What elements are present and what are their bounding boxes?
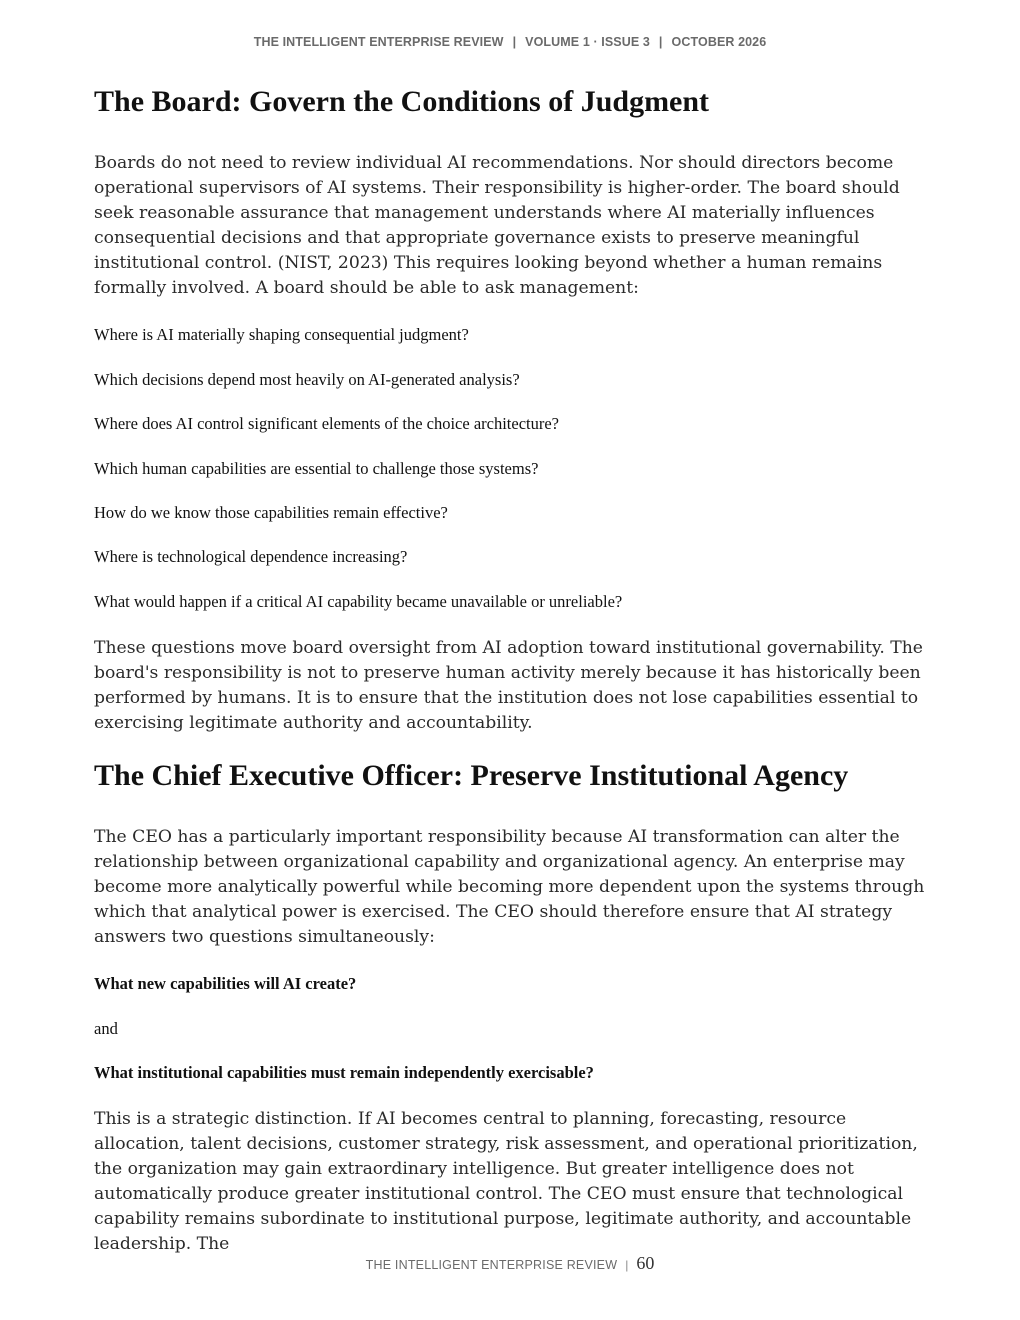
page-number: 60 <box>636 1253 655 1273</box>
ceo-question-one: What new capabilities will AI create? <box>94 974 357 993</box>
board-question: Which decisions depend most heavily on AI-generated analysis? <box>94 370 520 389</box>
board-question: Where is technological dependence increasing? <box>94 547 408 566</box>
header-publication: THE INTELLIGENT ENTERPRISE REVIEW <box>253 35 504 49</box>
board-question: What would happen if a critical AI capability became unavailable or unreliable? <box>94 592 623 611</box>
section-heading-ceo: The Chief Executive Officer: Preserve Institutional Agency <box>94 759 849 792</box>
board-question: How do we know those capabilities remain effective? <box>94 503 448 522</box>
header-separator: | <box>658 35 663 49</box>
board-conclusion-paragraph: These questions move board oversight from AI adoption toward institutional governability. The board's responsibility is not to preserve human activity merely because it has historically been performed by humans. It is to ensure that the institution does not lose capabilities essential to exercising legitimate authority and accountability. <box>94 638 923 733</box>
header-separator: | <box>512 35 517 49</box>
board-question: Where does AI control significant elements of the choice architecture? <box>94 414 560 433</box>
header-date: OCTOBER 2026 <box>671 35 767 49</box>
article-body <box>94 82 930 1257</box>
ceo-question-two: What institutional capabilities must remain independently exercisable? <box>94 1063 594 1082</box>
ceo-body-paragraph: This is a strategic distinction. If AI becomes central to planning, forecasting, resource allocation, talent decisions, customer strategy, risk assessment, and operational prioritization, the organization may gain extraordinary intelligence. But greater intelligence does not automatically produce greater institutional control. The CEO must ensure that technological capability remains subordinate to institutional purpose, legitimate authority, and accountable leadership. The <box>94 1109 918 1254</box>
header-volume-issue: VOLUME 1 · ISSUE 3 <box>525 35 650 49</box>
board-question: Where is AI materially shaping consequential judgment? <box>94 325 469 344</box>
running-header <box>0 35 1020 49</box>
running-footer <box>0 1253 1020 1274</box>
ceo-connector: and <box>94 1019 118 1038</box>
board-question: Which human capabilities are essential to challenge those systems? <box>94 459 539 478</box>
ceo-intro-paragraph: The CEO has a particularly important responsibility because AI transformation can alter the relationship between organizational capability and organizational agency. An enterprise may become more analytically powerful while becoming more dependent upon the systems through which that analytical power is exercised. The CEO should therefore ensure that AI strategy answers two questions simultaneously: <box>94 827 925 947</box>
footer-separator: | <box>625 1258 629 1272</box>
footer-publication: THE INTELLIGENT ENTERPRISE REVIEW <box>365 1258 618 1272</box>
section-heading-board: The Board: Govern the Conditions of Judgment <box>94 85 710 118</box>
board-intro-paragraph: Boards do not need to review individual AI recommendations. Nor should directors become operational supervisors of AI systems. Their responsibility is higher-order. The board should seek reasonable assurance that management understands where AI materially influences consequential decisions and that appropriate governance exists to preserve meaningful institutional control. (NIST, 2023) This requires looking beyond whether a human remains formally involved. A board should be able to ask management: <box>94 153 900 298</box>
